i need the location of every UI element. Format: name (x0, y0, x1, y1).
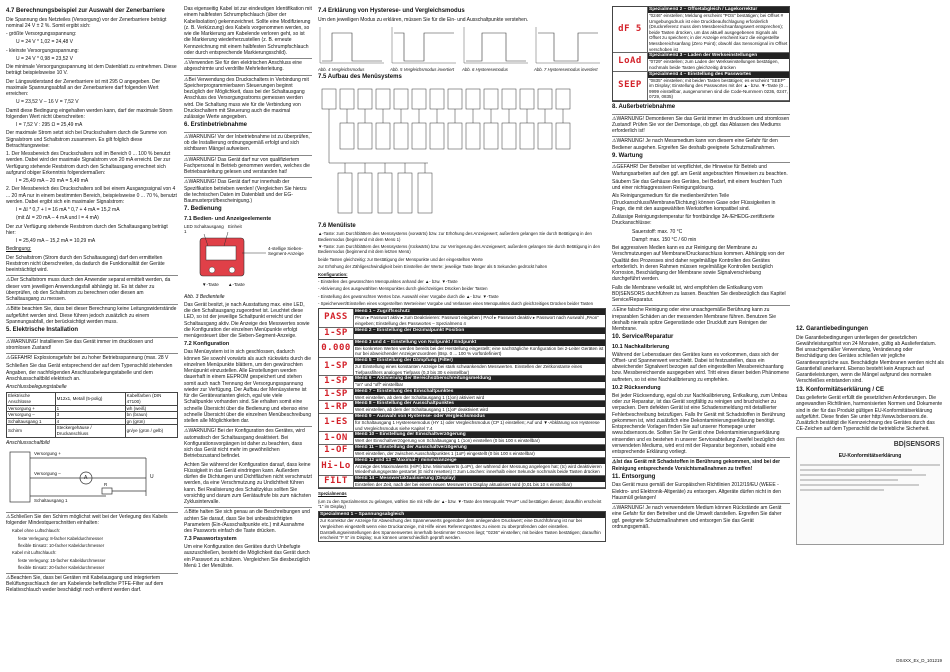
column-1 (6, 6, 178, 666)
certificate-line (800, 484, 919, 486)
text-cable-2b: flexible Einsatz: 20-facher Kabeldurchmesser (18, 565, 105, 571)
table-row (7, 412, 178, 419)
warning-11-1: ⚠ WARNUNG! Je nach verwendetem Medium können Rückstände am Gerät eine Gefahr für den Betreiber und die Umwelt darstellen. Ergreifen Sie daher ggf. geeignete Schutzmaßnahmen und entsorgen Sie das Gerät ordnungsgemäß. (612, 503, 790, 530)
text-p10: Der zur Verfügung stehende Reststrom durch den Schaltausgang beträgt hier: (6, 223, 168, 236)
text-p101: Während der Lebensdauer des Gerätes kann es vorkommen, dass sich der Offset- und Spannenwert verschiebt. Dabei ist festzustellen, dass ein abweichender Signalwert bezogen auf den eingestellten Messbereichsanfang bzw. Messbereichsende ausgegeben wird. Tritt eines dieser beiden Phänomene auftreten, so ist eine Nachkalibrierung zu empfehlen. (612, 351, 790, 383)
mode-chart (534, 25, 602, 73)
text-cable-1b: flexible Einsatz: 10-facher Kabeldurchmesser (18, 543, 105, 549)
menu-list-table (318, 308, 606, 489)
table-cell: wh (weiß) (125, 405, 177, 412)
config-step-3: - Einstellung des gewünschten Wertes bzw. Auswahl einer Vorgabe durch die ▲- bzw. ▼-Taste (318, 293, 499, 299)
menu-display-code: 1-SP (324, 361, 348, 372)
key-note-1: ▲-Taste: zum Durchblättern des Menüsystems (vorwärts) bzw. zur Erhöhung des Anzeigewert; außerdem gelangen Sie durch Betätigung in den Bedienmodus (beginnend mit dem Menü 1) (318, 231, 592, 242)
menu-display-code: 1-ES (324, 417, 348, 428)
text-p92: Als Reinigungsmedium für die medienberührten Teile (Druckanschluss/Membrane/Dichtung) können Gase oder Flüssigkeiten in Frage, die mit den ausgewählten Werkstoffen kompatibel sind. (612, 193, 776, 212)
mode-chart-caption: Abb. 4 Vergleichsmodus (318, 67, 365, 72)
mode-charts (318, 25, 606, 73)
text-p12: Der Schaltstrom (Strom durch den Schaltausgang) darf den ermittelten Reststrom nicht überschreiten, da dadurch die Funktionalität der Geräte beeinträchtigt wird. (6, 254, 165, 273)
warning-2: ⚠ Bitte beachten Sie, dass bei dieser Berechnung keine Leitungswiderstände aufgeführt werden sind. Diese führen jedoch zusätzlich zu einem Spannungsabfall, der berücksichtigt werden muss. (6, 304, 178, 325)
menu-text: zur Einstellung eines konstanten Anzeige bei stark schwankenden Messwerten. Einstellen der Zeitkonstante eines Tiefpassfilters analoges Tiefpass (0,3 bis 30 s einstellbar) (355, 364, 583, 375)
warning-5: ⚠ WARNUNG! Das Gerät darf nur innerhalb der Spezifikation betrieben werden! (Vergleichen Sie hierzu die technischen Daten im Datenblatt und der EG-Baumusterprüfbescheinigung.) (184, 177, 312, 204)
warning-1: ⚠ Der Schaltstrom muss durch den Anwender separat ermittelt werden, da dieser vom jeweiligen Anwendungsfall abhängig ist. Es ist daher zu überprüfen, ob den Schaltstrom zu berechnen oder diesen am Schaltausgang zu messen. (6, 275, 178, 302)
schematic-label-supply-minus: Versorgung – (34, 470, 61, 476)
mode-chart (318, 25, 386, 73)
table-caption: Anschlussbelegungstabelle (6, 384, 67, 390)
warning-3: ⚠ WARNUNG! Installieren Sie das Gerät immer im drucklosen und stromlosen Zustand! (6, 337, 178, 352)
heading-12: 12. Garantiebedingungen (796, 326, 869, 332)
schematic-label-ammeter: A (84, 474, 88, 481)
warning-10-2: ⚠ Ist das Gerät mit Schadstoffen in Berührung gekommen, sind bei der Reinigung entsprechende Vorsichtsmaßnahmen zu treffen! (612, 457, 790, 472)
table-row (7, 418, 178, 425)
label-segment-display: 4-stellige Sieben-Segment-Anzeige (268, 245, 304, 257)
config-step-1: - Einstellen des gewünschten Menüpunktes anhand der ▲- bzw. ▼-Taste (318, 278, 458, 284)
schematic-label-rl: R (104, 481, 108, 487)
menu-display-code: PASS (324, 312, 348, 323)
table-cell: gn/ye (grün / gelb) (125, 425, 177, 437)
document-code: DS4XX_Ex_D_101219 (896, 658, 942, 664)
warning-4: ⚠ GEFAHR! Explosionsgefahr bei zu hoher Betriebsspannung (max. 28 V (6, 353, 178, 361)
table-cell: Schirm (7, 425, 56, 437)
text-p13: Schließen Sie das Gerät entsprechend der auf dem Typenschild stehenden Angaben, der nachfolgenden Anschlussbelegungstabelle und dem Anschlussschaltbild elektrisch an. (6, 363, 173, 382)
menu-row (319, 445, 605, 458)
text-p12: Die Garantiebedingungen unterliegen der gesetzlichen Gewährleistungsfrist von 24 Monaten, gültig ab Auslieferdatum. Bei unsachgemäßer Verwendung, Veränderung oder Beschädigung des Gerätes schließen wir jegliche Garantieansprüche aus. Beschädigte Membranen werden nicht als Garantiefall anerkannt. Ebenso besteht kein Anspruch auf Garantieleistungen, wenn die Mängel aufgrund des normalen Verschleißes entstanden sind. (796, 334, 944, 385)
menu-text: für Schaltausgang 1 Hysteresemodus (HY 1) oder Vergleichsmodus (CP 1) einstellen; Auf und ▼-Abklärung von Hysterese und Vergleichsmodus siehe Kapitel 7.4 (355, 420, 600, 431)
menu-text: "0835" einstellen; mit beiden Tasten bestätigen; es erscheint "SEEP" im Display; Einstellung des Passwortes mit der ▲- bzw. ▼-Taste (0 ... 9999 einstellbar, ausgenommen sind die Code-Nummern 0236, 0247, 0729, 0835) (649, 77, 788, 100)
menu-display-code: FILT (324, 475, 348, 486)
heading-7-5: 7.5 Aufbau des Menüsystems (318, 74, 402, 81)
menu-title: Menü 9 – Auswahl von Hysterese- oder Vergleichsmodus (354, 414, 605, 420)
figure-caption: Abb. 3 Bedienteile (184, 293, 225, 300)
menu-display-code: 1-SP (324, 389, 348, 400)
warning-9-2: ⚠ Eine falsche Reinigung oder eine unsachgemäße Berührung kann zu irreparablen Schäden an der messenden Membrane führen. Benutzen Sie deshalb niemals spitze Gegenstände oder Druckluft zum Reinigen der Membrane. (612, 305, 790, 332)
menu-display-code: 1-RP (324, 401, 348, 412)
certificate-line (800, 479, 898, 481)
heading-7-2: 7.2 Konfiguration (184, 341, 230, 348)
menu-text: Anzeige des Maximalwerts (HiPr) bzw. Minimalwerts (LoPr), der während der Messung angelegen hat; (tc) wird deaktivieren Wiederholungsgeräte gestartet (E nicht resetten) □ zum Löschen: innerhalb einer Sekunde nochmals beide Tasten drücken (355, 463, 602, 475)
warning-8-2: ⚠ WARNUNG! Je nach Messmedium kann von diesem eine Gefahr für den Bediener ausgehen. Ergreifen Sie deshalb geeignete Schutzmaßnahmen. (612, 136, 790, 151)
heading-10-2: 10.2 Rücksendung (612, 384, 661, 391)
table-row (7, 425, 178, 437)
menu-title: Menü 12 und 13 – Maximal- / minimalanzeige (354, 458, 605, 464)
menu-text: Einstellen der Zeit, nach der bei einem neuen Messwert im Display aktualisiert wird (0,01 bis 10 s einstellbar) (355, 481, 572, 487)
column-4 (612, 6, 790, 666)
text-w7: Achten Sie während der Konfiguration darauf, dass keine Flüssigkeit in das Gerät eindringen kann. Außerdem dürfen die Dichtungen und Dichtflächen nicht verschmutzt werden, da eine Verschmutzung zu Undichtheit führen kann. Bei Realisierung des Schaltzyklus sollten Sie vorsichtig und darum zum Gerätaufrufe bis zum nächsten Zyklusintervalle. (184, 461, 312, 505)
formula-symbol-2: U (16, 55, 20, 62)
schematic-label-switch: Schaltausgang 1 (34, 497, 68, 503)
menu-text: Bei konkreten Werten werden bereits bei der Herstellung eingestellt; eine nachträgliche Konfiguration bei 2-Leiter Geräten ist nur bei abweichender Anzeigenzuordnen (Bsp. 0 ... 100 % vorfürdefiniert) (355, 345, 604, 357)
text-cable-1a: feste Verlegung: 8-facher Kabeldurchmesser (18, 535, 104, 541)
menu-title: Menü 7 – Einstellung des Einschaltpunktes (354, 389, 605, 395)
text-p2: Das Gerät besitzt, je nach Ausstattung max. eine LED, die den Schaltausgang zugeordnet ist. Leuchtet diese LED, so ist der jeweilige Schaltpunkt erreicht und der Schaltausgang aktiv. Die Anzeige des Messwertes sowie die Konfiguration der einzelnen Menüpunkte erfolgt menügesteuert über die Sieben-Segment-Anzeige. (184, 301, 310, 340)
menu-title: Spezialmenü 4 – Einstellung des Passwortes (648, 72, 789, 78)
menu-display-code: 1-ON (324, 432, 348, 443)
text-p1: Um den jeweiligen Modus zu erklären, müssen Sie für die Ein- und Ausschaltpunkte verstehen. (318, 16, 529, 23)
special-menu-row (613, 7, 789, 53)
special-menu-row (613, 53, 789, 71)
menu-title: Menü 2 – Einstellung der Dezimalpunkt Position (354, 328, 605, 334)
text-p1b: ± 2 %. Somit ergibt sich: (36, 22, 91, 29)
table-cell: 1 (55, 405, 125, 412)
table-header-cell: Elektrische Anschlüsse (7, 393, 56, 405)
heading-7-4: 7.4 Erklärung von Hysterese- und Vergleichsmodus (318, 8, 465, 14)
formula-8: I = 25,49 mA – 15,2 mA = 10,29 mA (16, 238, 96, 244)
text-condition: Bedingung: (6, 246, 32, 253)
menu-text: PAon ▸ Passwort aktiv ▸ zum Deaktivieren: Passwort eingeben | PAof ▸ Passwort deaktiv ▸ Passwort nach Auswahl „PAon“ eingeben; Einstellung des Passwortes – Spezialmenü 4 (355, 315, 599, 326)
warning-5: ⚠ Schließen Sie den Schirm möglichst weit bei der Verlegung des Kabels folgender Mindestquerschnitten einhalten: (6, 512, 178, 527)
menu-row (319, 309, 605, 327)
menu-display-code: 1-OF (324, 445, 348, 456)
formula-3: U = 23,52 V – 16 V = 7,52 V (16, 99, 79, 106)
mode-chart-caption: Abb. 7 Hysteresemodus invertiert (534, 67, 598, 72)
table-cell: Schaltausgang 1 (7, 418, 56, 425)
menu-title: Spezialmenü 2 – Offsetabgleich / Lagekorrektur (648, 7, 789, 13)
heading-8: 8. Außerbetriebnahme (612, 104, 676, 111)
menu-title: Menü 6 – Aktivierung der Bereichsüberschreitungsmeldung (354, 376, 605, 382)
text-p102: Bei jeder Rücksendung, egal ob zur Nachkalibrierung, Entkalkung, zum Umbau oder zur Reparatur, ist das Gerät sorgfältig zu reinigen und bruchsicher zu verpacken. Dem defekten Gerät ist eine Schadensmeldung mit detaillierter Fehlerbeschreibung beizufügen. Falls Ihr Gerät mit Schadstoffen in Berührung gekommen ist, wird zusätzlich eine Dekontaminierungserklärung benötigt. Entsprechende Vorlagen finden Sie auf unserer Homepage unter www.bdsensors.de. Sollten Sie Ihr Gerät ohne Dekontaminierungserklärung einsenden und es bestehen in unserer Serviceabteilung Zweifel bezüglich des verwendeten Mediums, wird erst mit der Reparatur begonnen, sobald eine entsprechende Erklärung vorliegt. (612, 392, 788, 456)
schematic-label-supply-plus: Versorgung + (34, 450, 61, 456)
warning-8: ⚠ Bitte halten Sie sich genau an die Beschreibungen und achten Sie darauf, dass Sie bei unbeabsichtigten Parametern (Ein-/Ausschaltpunkte etc.) mit Ausnahme des Passworts einfach die Taste drücken. (184, 507, 312, 534)
heading-7: 7. Bedienung (184, 206, 222, 213)
text-p5: Der Längswiderstand der Zenerbarriere ist mit 295 Ω angegeben. Der maximale Spannungsabfall an der Zenerbarriere darf folgenden Wert erreichen: (6, 78, 161, 97)
mode-chart-graphic (318, 25, 386, 65)
text-p4: Um eine Konfiguration des Gerätes durch Unbefugte auszuschließen, besteht die Möglichkeit das Gerät durch ein Passwort zu schützen. Vergleichen Sie diesbezüglich Menü 1 der Menüliste. (184, 544, 310, 569)
formula-2: = 24 V * 0,98 = 23,52 V (21, 55, 74, 62)
menu-row (319, 340, 605, 358)
mode-chart-graphic (462, 25, 530, 65)
config-heading: Konfiguration: (318, 271, 348, 277)
heading-10-1: 10.1 Nachkalibrierung (612, 343, 670, 350)
text-p6: Damit diese Bedingung eingehalten werden kann, darf der maximale Strom folgenden Wert nicht überschreiten: (6, 107, 173, 120)
menu-title: Menü 8 – Einstellung der Ausschaltpunktes (354, 401, 605, 407)
menu-structure-drawing (318, 83, 606, 221)
table-header-cell: Kabelfarben (DIN 47100) (125, 393, 177, 405)
menu-display-code: Hi-Lo (321, 460, 351, 471)
special-menus-table (612, 6, 790, 102)
text-p3: - kleinste Versorgungsspannung: (6, 47, 79, 54)
schematic-caption: Anschlussschaltbild (6, 439, 50, 446)
text-p1: Die Spannung des Netzteiles (Versorgung) vor der Zenerbarriere beträgt nominal 24 V (6, 16, 167, 29)
conformity-certificate (796, 437, 944, 545)
menu-title: Spezialmenü 3 – Laden der Werkseinstellungen (648, 53, 789, 59)
menu-title: Menü 1 – Zugriffsschutz (354, 309, 605, 315)
text-p91: Säubern Sie das Gehäuse des Gerätes, bei Bedarf, mit einem feuchten Tuch und einer nichtaggressiven Reinigungslösung. (612, 178, 783, 192)
text-p93b: Dampf: max. 150 °C / 60 min (632, 236, 697, 243)
menu-title: Menü 11 – Einstellung der Ausschaltverzögerung (354, 445, 605, 451)
special-menu-1 (318, 511, 606, 541)
warning-4: ⚠ WARNUNG! Das Gerät darf nur von qualifiziertem Fachpersonal in Betrieb genommen werden, welches die Betriebsanleitung gelesen und verstanden hat! (184, 155, 312, 176)
table-cell: Versorgung + (7, 405, 56, 412)
text-p13: Das gelieferte Gerät erfüllt die gesetzlichen Anforderungen. Die angewandten Richtlinien, harmonisierten Normen und Dokumente sind in der für das Produkt gültigen EU-Konformitätserklärung aufgeführt. Diese finden Sie unter http://www.bdsensors.de. Zusätzlich bestätigt die Kennzeichnung des Gerätes durch das CE-Zeichen auf dem Typenschild die betriebliche Sicherheit. (796, 395, 943, 433)
mode-chart-caption: Abb. 6 Hysteresemodus (462, 67, 508, 72)
text-p9: 2. Der Messbereich des Druckschalters soll bei einem Ausgangssignal von 4 ... 20 mA nur in einem bestimmten Bereich, beispielsweise 0 ... 70 %, benutzt werden. Dabei ergibt sich ein maximaler Signalstrom: (6, 186, 177, 205)
mode-chart (390, 25, 458, 73)
text-p7: Der maximale Strom setzt sich bei Druckschaltern durch die Summe von Signalstrom und Schaltstrom zusammen. Es gilt folglich diese Betrachtungsweise: (6, 130, 167, 149)
menu-text: Wert einstellen, der zwischen Ausschaltpunktes 1 (1oF) eingestellt (0 bis 100 s einstellbar) (355, 450, 535, 456)
menu-text: "on" und "off" einstellbar (355, 382, 404, 388)
warning-1: ⚠ Verwenden Sie für den elektrischen Anschluss eine abgeschirmte und verdrillte Mehrleiterleitung. (184, 58, 312, 73)
label-up-key: ▲-Taste (228, 281, 245, 287)
column-2 (184, 6, 312, 666)
menu-text: Wert einstellen, ab dem der Schaltausgang 1 (1)oF deaktiviert wird (355, 407, 488, 413)
special-menu-text: zur Korrektur der Anzeige für Abweichung des Spannenwerts gegenüber dem anliegenden Druckwert; eine Durchführung ist nur bei Vergleichen eingestellt wenn eine Druckanzeige, mit Hilfe eines Referenzgerätes zu einem zu überprüfenden oder einstellen. Darstellungseinstellungen des Spannenwertes innerhalb bestimmter Grenzen liegt; "0236" einstellen; mit beiden Tasten bestätigen; daraufhin erscheint "F 5" im Display; nun können unterschiedlich geprüft werden. (320, 518, 601, 541)
heading-7-1: 7.1 Bedien- und Anzeigeelemente (184, 215, 272, 222)
menu-row (319, 458, 605, 476)
config-step-4: - Speicherwert/Einstellen eines vorgestellten Werte/einer Vorgabe und Verlassen eines Menüpunktes durch gleichzeitiges Drücken beider Tasten (318, 300, 593, 306)
pinout-table (6, 392, 178, 437)
column-5 (796, 6, 944, 666)
menu-row (319, 432, 605, 445)
menu-row (319, 414, 605, 432)
mode-chart-graphic (390, 25, 458, 65)
label-unit: Einheit (228, 223, 242, 229)
formula-7: (mit ΔI = 20 mA – 4 mA und I = 4 mA) (16, 215, 99, 222)
table-cell: gn (grün) (125, 418, 177, 425)
heading-7-3: 7.3 Passwortsystem (184, 536, 237, 543)
menu-text: "0729" einstellen; zum Laden der Werkseinstellungen bestätigen, nochmals beide Tasten gleichzeitig drücken (649, 59, 779, 70)
heading-5: 5. Elektrische Installation (6, 327, 79, 333)
table-cell: Versorgung – (7, 412, 56, 419)
text-p8: 1. Der Messbereich des Druckschalters soll im Bereich 0 ... 100 % benutzt werden. Dabei wird der maximale Signalstrom von 20 mA erreicht. Der zur Verfügung stehende Reststrom durch den Schaltausgang errechnet sich aufgrund obiger Erkenntnis folgendermaßen: (6, 151, 171, 176)
menu-display-code: 1-SP (324, 327, 348, 338)
schematic-label-ub: U (150, 473, 154, 480)
table-cell: bn (braun) (125, 412, 177, 419)
text-cable-1: Kabel ohne Luftschlauch: (12, 528, 61, 534)
warning-6: ⚠ WARNUNG! Bei der Konfiguration des Gerätes, wird automatisch der Schaltausgang deaktiviert. Bei Konfigurationsvorgängen ist daher zu beachten, dass sich das Gerät nicht mehr im gewöhnlichen Betriebszustand befindet. (184, 426, 312, 459)
formula-4: I = 7,52 V : 295 Ω = 25,49 mA (16, 122, 83, 128)
text-cable-2a: feste Verlegung: 15-facher Kabeldurchmesser (18, 557, 106, 563)
config-step-2: - Aktivierung des ausgewählten Menüpunktes durch gleichzeitiges Drücken beider Tasten (318, 286, 488, 292)
warning-2: ⚠ Bei Verwendung des Druckschalters in Verbindung mit Speicherprogrammierbaren Steuerungen beginnt bezüglich der Möglichkeit, dass bei der Schaltausgang Anschluss des Versorgungsstroms gemessen werden wird. Die Schaltung muss wie für die Verbindung von Druckschaltern mit Steuerung auch die maximal zulässige Werte angegeben. (184, 75, 312, 121)
column-3 (318, 6, 606, 666)
menu-row (319, 328, 605, 340)
key-note-3: beide Tasten gleichzeitig: zur Bestätigung der Menüpunkte und der eingestellten Werte (318, 256, 483, 262)
heading-13: 13. Konformitätserklärung / CE (796, 386, 885, 393)
formula-6: I = ΔI * 0,7 + I = 16 mA * 0,7 + 4 mA = 15,2 mA (16, 207, 120, 213)
menu-display-code: 1-SP (324, 376, 348, 387)
warning-6: ⚠ Beachten Sie, dass bei Geräten mit Kabelausgang und integriertem Belüftungsschlauch der am Kabelende befindliche PTFE-Filter auf dem Relativschlauch weder beschädigt noch entfernt werden darf. (6, 573, 178, 594)
mode-chart-caption: Abb. 5 Vergleichsmodus invertiert (390, 67, 455, 72)
table-header-cell: M12x1, Metall (5-polig) (55, 393, 125, 405)
menu-title: Menü 10 – Einstellung der Einschaltverzögerung (354, 432, 605, 438)
wiring-schematic (6, 448, 178, 510)
menu-title: Menü 5 – Einstellung der Dämpfung (Filter) (354, 358, 605, 364)
key-note-2: ▼-Taste: zum Durchblättern des Menüsystems (rückwärts) bzw. zur Verringerung des Anzeigewert; außerdem gelangen Sie durch Betätigung in den Bedienmodus (beginnend mit dem letzten Menü) (318, 244, 601, 255)
brand-logo: BD|SENSORS (893, 440, 940, 448)
text-cable-2: Kabel mit Luftschlauch: (12, 550, 57, 556)
table-cell: 3 (55, 412, 125, 419)
key-note-4: zur Erhöhung der Zähligeschwindigkeit beim Einstellen der Werte: jeweilige Taste länger als 5 Sekunden gedrückt halten (318, 264, 548, 270)
special-menus-intro: (um zu den Spezialmenüs zu gelangen, wählen Sie mit Hilfe der ▲- bzw. ▼-Taste den Menüpunkt "PAoF" und bestätigen diesen; daraufhin erscheint "1" im Display) (318, 498, 602, 510)
heading-11: 11. Entsorgung (612, 473, 656, 480)
menu-text: Wert einstellen, ab dem der Schaltausgang 1 (1)on) aktiviert wird (355, 394, 485, 400)
menu-display-code: LoAd (618, 56, 642, 67)
text-p4: Die minimale Versorgungsspannung ist dem Datenblatt zu entnehmen. Diese beträgt beispielsweise 10 V. (6, 64, 177, 77)
text-p1: Das eigenseitig Kabel ist zur eindeutigen Identifikation mit einem halbfesten Schrumpfschlauch (über der Kabelisolation) gekennzeichnet. Sollte eine Modifizierung (z. B. Verkürzung) des Kabels vorgenommen werden, so wie die Markierung am Kabelende verloren geht, so ist die Markierung wiederherzustellen (z. B. erneute Kennzeichnung mit einem halbfesten Schrumpfschlauch oder durch entsprechende Markierungsschild). (184, 6, 312, 56)
certificate-line (800, 464, 940, 466)
certificate-line (800, 489, 884, 491)
certificate-line (800, 469, 912, 471)
menu-row (319, 389, 605, 402)
text-p111: Das Gerät muss gemäß der Europäischen Richtlinien 2012/19/EU (WEEE - Elektro- und Elektronik-Altgeräte) zu entsorgen. Altgeräte dürfen nicht in den Hausmüll gelangen! (612, 482, 781, 501)
certificate-title: EU-Konformitätserklärung (838, 453, 902, 460)
menu-row (319, 358, 605, 376)
table-cell: Steckergehäuse / Druckanschluss (55, 425, 125, 437)
table-row (7, 405, 178, 412)
special-menu-row (613, 72, 789, 101)
menu-text: Wert der Einschaltverzögerung von Schaltausgang 1 (1on) einstellen (0 bis 100 s einstellbar) (355, 438, 540, 444)
menu-row (319, 401, 605, 414)
menu-text: "0246" einstellen; Meldung erscheint "POS" bestätigen; bei Offset # Umgebungsdruck ist eine Druckbeaufschlagung erforderlich (Druckreferenz muss dem Messbereichsanfangswert entsprechen); beide Tasten drücken, um das aktuell ausgegebenen Signals als Offset zu speichern; in der Anzeige erscheint kurz die eingestellte Messbereichsanfang (Zero Point); obwohl das Sensorsignal im Offset verschoben ist (649, 12, 788, 52)
text-p94: Bei aggressiven Medien kann es zur Reinigung der Membrane zu Verschmutzungen auf Membrane/Druckanschluss kommen. Abhängig von der Qualität des Prozesses sind daher regelmäßige Kontrollen des Gerätes erforderlich. In deren Rahmen müssen regelmäßige Kontrollen bezüglich Korrosion, Beschädigung der Membrane sowie Signalverschiebung durchgeführt werden. (612, 245, 785, 283)
menu-display-code: 0.000 (321, 342, 351, 353)
heading-7-6: 7.6 Menüliste (318, 222, 356, 229)
menu-structure-diagram (318, 83, 606, 221)
heading-9: 9. Wartung (612, 152, 643, 159)
mode-chart-graphic (534, 25, 602, 65)
table-header-row (7, 393, 178, 405)
warning-8-1: ⚠ WARNUNG! Demontieren Sie das Gerät immer im drucklosen und stromlosen Zustand! Prüfen Sie vor der Demontage, ob ggf. das Ablassen des Mediums erforderlich ist! (612, 114, 790, 135)
menu-title: Menü 14 – Messwertaktualisierung (Display) (354, 476, 605, 482)
menu-row (319, 476, 605, 489)
text-p93: Zulässige Reinigungstemperatur für frontbündige 3A-/EHEDG-zertifizierte Druckanschlüsse: (612, 214, 775, 227)
mode-chart (462, 25, 530, 73)
table-cell: 4 (55, 418, 125, 425)
heading-10: 10. Service/Reparatur (612, 334, 674, 341)
formula-1: = 24 V * 1,02 = 24,48 V (21, 39, 74, 46)
heading-6: 6. Erstinbetriebnahme (184, 122, 248, 129)
warning-9-1: ⚠ GEFAHR! Der Betreiber ist verpflichtet, die Hinweise für Betrieb und Wartungsarbeiten auf den ggf. am Gerät angebrachten Hinweisen zu beachten. (612, 162, 790, 177)
text-p95: Falls die Membrane verkalkt ist, wird empfohlen die Entkalkung vom BD|SENSORS durchführen zu lassen. Beachten Sie diesbezüglich das Kapitel Service/Reparatur. (612, 284, 786, 304)
text-p3: Das Menüsystem ist in sich geschlossen, dadurch können Sie sowohl vorwärts als auch rückwärts durch die einzelnen Menüpunkte blättern, um den gewünschten Menüpunkt einzustellen. Alle Einstellungen werden dauerhaft in einem EEPROM gespeichert und stehen somit auch nach Trennung der Versorgungsspannung wieder zur Verfügung. Der Aufbau der Menüsysteme ist für die Gerätevarianten gleich, egal wie viele Schaltpunkte vorhanden sind. Sie erhalten somit eine schnelle Übersicht über die Bedienung und ebenso eine schnelle Übersicht über die einzelnen Menübeschreibung stellen alle Möglichkeiten dar. (184, 349, 312, 424)
text-p2: - größte Versorgungsspannung: (6, 31, 77, 37)
special-menu-title: Spezialmenü 1 – Spannungsabgleich (319, 512, 605, 518)
formula-5: I = 25,49 mA – 20 mA = 5,49 mA (16, 178, 89, 184)
label-led: LED Schaltausgang 1 (184, 223, 224, 235)
menu-title: Menü 3 und 4 – Einstellung von Nullpunkt / Endpunkt (354, 340, 605, 346)
label-down-key: ▼-Taste (202, 281, 219, 287)
menu-display-code: dF 5 (618, 24, 642, 35)
warning-3: ⚠ WARNUNG! Vor der Inbetriebnahme ist zu überprüfen, ob die Installierung ordnungsgemäß erfolgt und sich sichtbaren Mängel aufweisen. (184, 132, 312, 153)
device-figure (184, 224, 312, 294)
menu-display-code: SEEP (618, 80, 642, 91)
text-p93a: Sauerstoff: max. 70 °C (632, 228, 683, 235)
formula-symbol: U (16, 39, 20, 46)
special-menus-heading: Spezialmenüs (318, 491, 347, 497)
menu-row (319, 376, 605, 389)
certificate-line (800, 474, 926, 476)
heading-4-7: 4.7 Berechnungsbeispiel zur Auswahl der Zenerbarriere (6, 8, 165, 14)
